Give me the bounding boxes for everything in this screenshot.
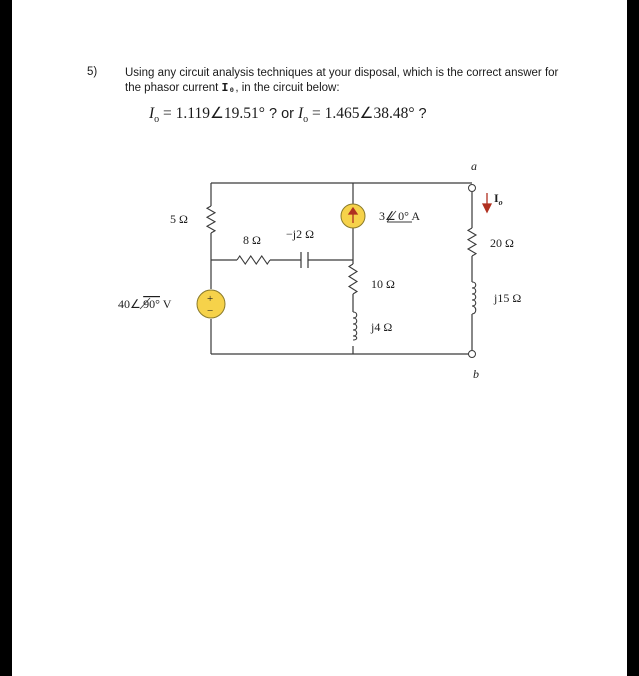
inductor-j15-icon bbox=[472, 282, 476, 314]
node-b-label: b bbox=[473, 367, 479, 381]
eq-equals-b: = bbox=[308, 105, 325, 122]
resistor-20-ohm-icon bbox=[468, 228, 476, 256]
eq-middle: ? or bbox=[264, 106, 298, 122]
resistor-10-ohm-icon bbox=[349, 264, 357, 294]
isrc-magnitude: 3∠ bbox=[379, 209, 399, 223]
label-l15: j15 Ω bbox=[494, 291, 522, 305]
eq-tail: ? bbox=[414, 106, 427, 122]
question-number: 5) bbox=[87, 66, 98, 78]
inductor-j4-icon bbox=[353, 312, 357, 340]
eq-sub-a: o bbox=[154, 114, 160, 126]
resistor-8-ohm-icon bbox=[237, 256, 270, 264]
vsrc-plus-sign: + bbox=[207, 293, 214, 305]
label-cap: −j2 Ω bbox=[286, 227, 315, 241]
option-a: 1.119∠19.51° bbox=[175, 105, 265, 122]
io-letter: I bbox=[494, 191, 499, 205]
label-isrc bbox=[379, 209, 420, 223]
vsrc-angle: 90° bbox=[143, 297, 160, 311]
io-label bbox=[494, 191, 503, 207]
label-r8: 8 Ω bbox=[243, 233, 261, 247]
eq-var-a: I bbox=[149, 105, 155, 122]
terminal-a-icon bbox=[469, 185, 476, 192]
question-prompt-after: , in the circuit below: bbox=[235, 82, 340, 94]
eq-equals-a: = bbox=[159, 105, 176, 122]
capacitor-icon bbox=[301, 252, 308, 268]
wires bbox=[211, 183, 472, 354]
label-r10: 10 Ω bbox=[371, 277, 395, 291]
question-prompt-before: Using any circuit analysis techniques at your disposal, which is the correct answer for the phasor current bbox=[125, 67, 559, 94]
resistor-5-ohm-icon bbox=[207, 206, 215, 233]
option-b: 1.465∠38.48° bbox=[324, 105, 415, 122]
vsrc-magnitude: 40∠ bbox=[118, 297, 144, 311]
vsrc-minus-sign: − bbox=[207, 305, 214, 317]
terminal-b-icon bbox=[469, 351, 476, 358]
isrc-unit: A bbox=[408, 209, 420, 223]
eq-var-b: I bbox=[298, 105, 304, 122]
node-a-label: a bbox=[471, 159, 477, 173]
current-symbol: I₀ bbox=[221, 82, 236, 95]
io-arrow-icon bbox=[483, 193, 491, 212]
isrc-angle: 0° bbox=[398, 209, 409, 223]
eq-sub-b: o bbox=[303, 114, 309, 126]
label-r5: 5 Ω bbox=[170, 212, 188, 226]
vsrc-unit: V bbox=[159, 297, 172, 311]
io-subscript: o bbox=[498, 198, 503, 207]
label-r20: 20 Ω bbox=[490, 236, 514, 250]
label-l4: j4 Ω bbox=[371, 320, 393, 334]
